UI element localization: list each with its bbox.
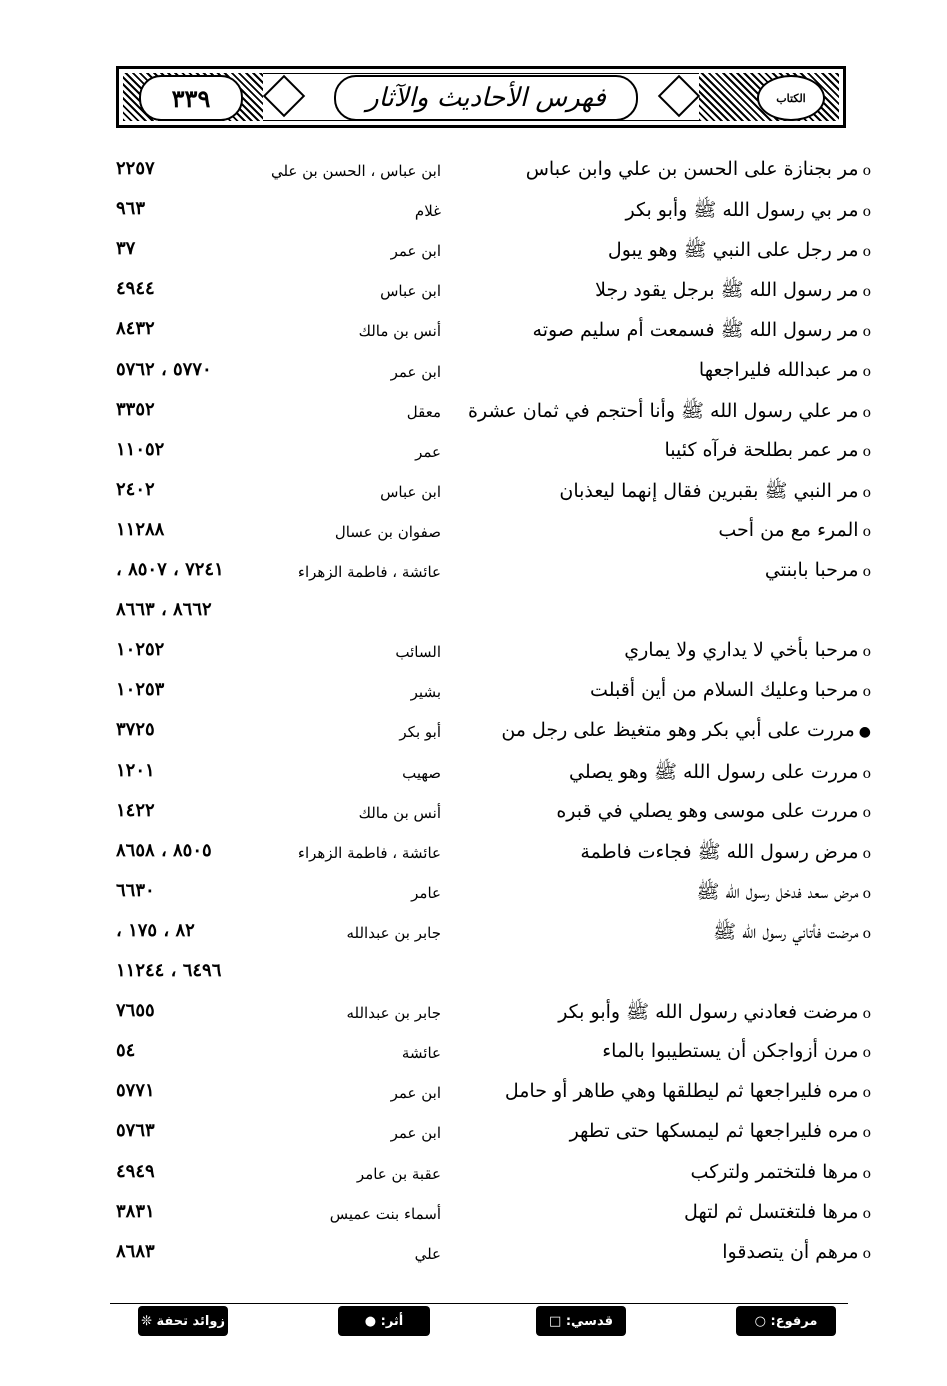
narrator-name: أسماء بنت عميس xyxy=(329,1204,441,1223)
hadith-text xyxy=(501,719,871,741)
hadith-phrase: مرن أزواجكن أن يستطيبوا بالماء xyxy=(602,1040,859,1063)
list-item xyxy=(0,359,947,399)
entry-marker-icon: o xyxy=(862,523,871,540)
narrator-name: عائشة ، فاطمة الزهراء xyxy=(297,563,441,581)
narrator-name: ابن عمر xyxy=(390,1124,441,1143)
hadith-phrase: مر عبدالله فليراجعها xyxy=(698,358,859,381)
hadith-phrase: مر عمر بطلحة فرآه كئيبا xyxy=(664,438,859,461)
hadith-reference-numbers: ٨٦٦٢ ، ٨٦٦٣ xyxy=(116,599,212,621)
hadith-phrase: مرهم أن يتصدقوا xyxy=(722,1240,859,1263)
hadith-reference-numbers: ٨٦٨٣ xyxy=(116,1240,155,1262)
hadith-phrase: مر بجنازة على الحسن بن علي وابن عباس xyxy=(525,158,859,180)
list-item xyxy=(0,1080,947,1120)
narrator-name: عائشة xyxy=(401,1044,441,1063)
list-item xyxy=(0,840,947,880)
entry-marker-icon: o xyxy=(862,845,871,862)
entry-marker-icon: o xyxy=(862,1125,871,1142)
narrator-name: عامر xyxy=(411,883,441,902)
narrator-name: معقل xyxy=(406,402,441,421)
entry-marker-icon: o xyxy=(862,1006,871,1023)
book-emblem-logo: الكتاب xyxy=(757,75,825,121)
narrator-name: علي xyxy=(414,1244,441,1263)
hadith-reference-numbers: ١٠٢٥٢ xyxy=(116,639,165,661)
entry-marker-icon: o xyxy=(862,804,871,821)
entry-marker-icon: o xyxy=(862,163,871,179)
hadith-reference-numbers: ٦٦٣٠ xyxy=(116,879,155,901)
list-item xyxy=(0,1040,947,1080)
footer-divider xyxy=(110,1303,848,1304)
entry-marker-icon: o xyxy=(862,1085,871,1102)
hadith-reference-numbers: ٣٨٣١ xyxy=(116,1200,155,1222)
hadith-phrase: مر النبي ﷺ بقبرين فقال إنهما ليعذبان xyxy=(559,479,859,502)
hadith-text xyxy=(684,1201,871,1223)
hadith-text xyxy=(580,840,871,868)
hadith-text xyxy=(468,399,871,427)
list-item xyxy=(0,439,947,479)
page-number: ٣٣٩ xyxy=(139,75,243,121)
narrator-name: ابن عباس xyxy=(380,282,441,301)
narrator-name: عقبة بن عامر xyxy=(356,1164,441,1183)
entry-marker-icon: o xyxy=(862,244,871,261)
hadith-phrase: مرحبا وعليك السلام من أين أقبلت xyxy=(590,679,859,702)
hadith-text xyxy=(722,1241,871,1263)
entry-marker-icon: o xyxy=(862,925,871,942)
narrator-name: ابن عمر xyxy=(390,362,441,381)
hadith-text xyxy=(505,1080,871,1102)
list-item xyxy=(0,920,947,960)
hadith-reference-numbers: ٥٤ xyxy=(116,1040,136,1062)
list-item xyxy=(0,719,947,759)
hadith-reference-numbers: ٣٣٥٢ xyxy=(116,398,155,420)
hadith-text xyxy=(697,880,871,908)
hadith-text xyxy=(570,1120,871,1142)
narrator-name: ابن عمر xyxy=(390,242,441,261)
narrator-name: غلام xyxy=(414,202,441,221)
hadith-text xyxy=(526,158,871,180)
hadith-reference-numbers: ١٤٢٢ xyxy=(116,799,155,821)
list-item xyxy=(0,559,947,599)
list-item xyxy=(0,880,947,920)
entry-marker-icon: o xyxy=(862,684,871,701)
hadith-text xyxy=(691,1161,871,1183)
hadith-reference-numbers: ٩٦٣ xyxy=(116,198,146,220)
hadith-reference-numbers: ٥٧٧٠ ، ٥٧٦٢ xyxy=(116,358,212,380)
narrator-name: عمر xyxy=(415,442,441,461)
list-item xyxy=(0,1000,947,1040)
hadith-reference-numbers: ١١٠٥٢ xyxy=(116,438,165,460)
narrator-name: صفوان بن عسال xyxy=(334,522,441,541)
hadith-phrase: مررت على موسى وهو يصلي في قبره xyxy=(556,799,859,822)
hadith-text xyxy=(569,760,871,788)
hadith-phrase: مرض رسول الله ﷺ فجاءت فاطمة xyxy=(580,840,859,863)
entry-marker-icon: o xyxy=(862,363,871,380)
entry-marker-icon: ● xyxy=(858,724,871,741)
hadith-phrase: المرء مع من أحب xyxy=(718,518,859,541)
list-item xyxy=(0,760,947,800)
list-item xyxy=(0,198,947,238)
hadith-phrase: مررت على أبي بكر وهو متغيظ على رجل من xyxy=(501,719,855,742)
hadith-reference-numbers: ٣٧ xyxy=(116,238,136,260)
list-item xyxy=(0,1161,947,1201)
hadith-text xyxy=(608,238,871,266)
hadith-phrase: مررت على رسول الله ﷺ وهو يصلي xyxy=(569,760,859,783)
entry-marker-icon: o xyxy=(862,1165,871,1182)
hadith-reference-numbers: ٤٩٤٤ xyxy=(116,278,155,300)
entry-marker-icon: o xyxy=(862,324,871,341)
hadith-reference-numbers: ٨٢ ، ١٧٥ ، xyxy=(116,919,195,941)
hadith-reference-numbers: ٥٧٦٣ xyxy=(116,1120,155,1142)
legend-qudsi: قدسي: □ xyxy=(536,1306,626,1336)
hadith-reference-numbers: ٧٦٥٥ xyxy=(116,1000,155,1022)
hadith-reference-numbers: ٨٤٣٢ xyxy=(116,318,155,340)
hadith-phrase: مر رسول الله ﷺ برجل يقود رجلا xyxy=(595,279,859,302)
hadith-text xyxy=(624,639,871,661)
entry-marker-icon: o xyxy=(862,284,871,301)
list-item xyxy=(0,1201,947,1241)
hadith-reference-numbers: ٥٧٧١ xyxy=(116,1080,155,1102)
page-title: فهرس الأحاديث والآثار xyxy=(334,75,638,121)
narrator-name: بشير xyxy=(410,683,441,702)
hadith-phrase: مرها فلتختمر ولتركب xyxy=(690,1160,859,1183)
entry-marker-icon: o xyxy=(862,644,871,661)
hadith-reference-numbers: ٢٢٥٧ xyxy=(116,158,155,179)
list-item xyxy=(0,158,947,198)
narrator-name: ابن عباس xyxy=(380,482,441,501)
entry-marker-icon: o xyxy=(862,443,871,460)
hadith-phrase: مرضت فأتاني رسول الله ﷺ xyxy=(713,920,859,943)
list-item xyxy=(0,639,947,679)
hadith-text xyxy=(765,559,871,581)
hadith-text xyxy=(595,278,871,306)
list-item xyxy=(0,278,947,318)
entry-marker-icon: o xyxy=(862,484,871,501)
entry-marker-icon: o xyxy=(862,1045,871,1062)
hadith-reference-numbers: ٣٧٢٥ xyxy=(116,719,155,741)
hadith-text xyxy=(602,1040,871,1062)
list-item xyxy=(0,399,947,439)
list-item xyxy=(0,519,947,559)
narrator-name: ابن عباس ، الحسن بن علي xyxy=(270,162,441,180)
narrator-name: صهيب xyxy=(402,763,441,782)
hadith-text xyxy=(664,439,871,461)
list-item xyxy=(0,479,947,519)
narrator-name: جابر بن عبدالله xyxy=(346,923,441,942)
hadith-text xyxy=(713,920,871,948)
legend-athar: أثر: ● xyxy=(338,1306,430,1336)
narrator-name: أبو بكر xyxy=(399,723,441,742)
hadith-phrase: مر رسول الله ﷺ فسمعت أم سليم صوته xyxy=(532,319,859,342)
hadith-text xyxy=(718,519,871,541)
hadith-phrase: مر رجل على النبي ﷺ وهو يبول xyxy=(607,239,859,262)
hadith-reference-numbers: ١٠٢٥٣ xyxy=(116,679,165,701)
narrator-name: أنس بن مالك xyxy=(358,803,441,822)
hadith-phrase: مرحبا بابنتي xyxy=(764,559,859,581)
entry-marker-icon: o xyxy=(862,765,871,782)
hadith-phrase: مره فليراجعها ثم ليطلقها وهي طاهر أو حامل xyxy=(504,1080,859,1103)
hadith-phrase: مر علي رسول الله ﷺ وأنا أحتجم في ثمان عشرة xyxy=(468,399,859,422)
hadith-reference-numbers: ١٢٠١ xyxy=(116,759,155,781)
hadith-reference-numbers: ٨٥٠٥ ، ٨٦٥٨ xyxy=(116,839,212,861)
entry-marker-icon: o xyxy=(862,204,871,221)
hadith-text xyxy=(626,198,872,226)
hadith-phrase: مرضت فعادني رسول الله ﷺ وأبو بكر xyxy=(558,1001,859,1024)
hadith-reference-numbers: ١١٢٨٨ xyxy=(116,518,165,540)
narrator-name: جابر بن عبدالله xyxy=(346,1004,441,1023)
hadith-text xyxy=(556,800,871,822)
hadith-text xyxy=(590,679,871,701)
list-item xyxy=(0,800,947,840)
hadith-phrase: مرحبا بأخي لا يداري ولا يماري xyxy=(624,639,859,662)
hadith-reference-numbers: ٤٩٤٩ xyxy=(116,1160,155,1182)
list-item xyxy=(0,599,947,639)
page-header-banner xyxy=(116,66,846,128)
entry-marker-icon: o xyxy=(862,404,871,421)
hadith-text xyxy=(533,318,871,346)
hadith-reference-numbers: ٦٤٩٦ ، ١١٢٤٤ xyxy=(116,960,222,981)
narrator-name: عائشة ، فاطمة الزهراء xyxy=(297,843,441,862)
list-item xyxy=(0,1120,947,1160)
hadith-phrase: مرها فلتغتسل ثم لتهل xyxy=(684,1200,859,1223)
hadith-phrase: مر بي رسول الله ﷺ وأبو بكر xyxy=(625,199,859,222)
list-item xyxy=(0,1241,947,1281)
hadith-text xyxy=(558,1000,871,1028)
list-item xyxy=(0,238,947,278)
hadith-text xyxy=(559,479,871,507)
hadith-reference-numbers: ٧٢٤١ ، ٨٥٠٧ ، xyxy=(116,559,224,580)
hadith-phrase: مره فليراجعها ثم ليمسكها حتى تطهر xyxy=(569,1120,859,1143)
list-item xyxy=(0,960,947,1000)
narrator-name: السائب xyxy=(395,643,441,662)
legend-marfu: مرفوع: ○ xyxy=(736,1306,836,1336)
entry-marker-icon: o xyxy=(862,1245,871,1262)
hadith-text xyxy=(699,359,871,381)
hadith-phrase: مرض سعد فدخل رسول الله ﷺ xyxy=(696,880,859,903)
entry-marker-icon: o xyxy=(862,1205,871,1222)
narrator-name: ابن عمر xyxy=(390,1084,441,1103)
entry-marker-icon: o xyxy=(862,885,871,902)
list-item xyxy=(0,318,947,358)
hadith-reference-numbers: ٢٤٠٢ xyxy=(116,478,155,500)
legend-zawaid: زوائد تحفة ❊ xyxy=(138,1306,228,1336)
narrator-name: أنس بن مالك xyxy=(358,322,441,341)
list-item xyxy=(0,679,947,719)
entry-marker-icon: o xyxy=(862,564,871,580)
